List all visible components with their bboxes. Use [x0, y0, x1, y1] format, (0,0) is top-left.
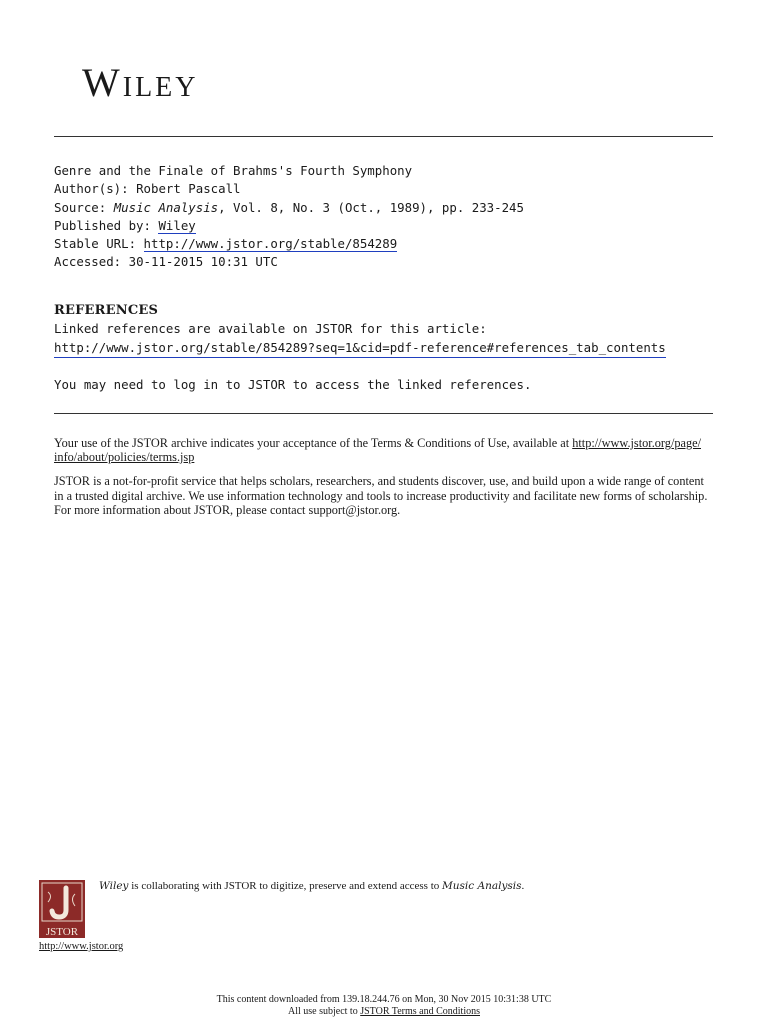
accessed-line [54, 253, 524, 271]
journal-name: Music Analysis [113, 199, 219, 215]
stable-url-label: Stable URL: [54, 236, 137, 252]
terms-section [54, 436, 720, 527]
source-details: , Vol. 8, No. 3 (Oct., 1989), pp. 233-245 [218, 199, 524, 215]
article-metadata [54, 162, 524, 272]
terms-paragraph [54, 436, 720, 464]
svg-text:JSTOR: JSTOR [45, 926, 79, 938]
jstor-logo[interactable] [39, 880, 85, 938]
author-line [54, 180, 524, 198]
accessed-label: Accessed: [54, 254, 122, 270]
collab-journal: Music Analysis [442, 880, 522, 892]
collab-text: is collaborating with JSTOR to digitize, preserve and extend access to [128, 880, 443, 892]
published-line [54, 217, 524, 235]
jstor-seal-icon [39, 880, 85, 938]
collab-end: . [521, 880, 525, 892]
references-note: You may need to log in to JSTOR to access the linked references. [54, 376, 532, 392]
references-heading: REFERENCES [54, 303, 159, 318]
jstor-about-paragraph [54, 474, 720, 517]
middle-divider [54, 413, 713, 414]
terms-link[interactable]: http://www.jstor.org/page/ info/about/policies/terms.jsp [54, 436, 701, 465]
about-line-1: JSTOR is a not-for-profit service that helps scholars, researchers, and students discover, use, and build upon a wide range of content [54, 474, 704, 489]
about-line-3: For more information about JSTOR, please contact support@jstor.org. [54, 502, 401, 517]
terms-footer-line [0, 1006, 768, 1018]
article-title: Genre and the Finale of Brahms's Fourth Symphony [54, 163, 413, 178]
source-line [54, 199, 524, 217]
stable-url-line [54, 235, 524, 253]
references-intro: Linked references are available on JSTOR for this article: [54, 321, 487, 337]
author-name: Robert Pascall [136, 181, 241, 197]
references-link[interactable]: http://www.jstor.org/stable/854289?seq=1&cid=pdf-reference#references_tab_contents [54, 339, 666, 358]
terms-text: Your use of the JSTOR archive indicates your acceptance of the Terms & Conditions of Use, available at [54, 436, 573, 450]
published-label: Published by: [54, 217, 151, 233]
jstor-home-link[interactable]: http://www.jstor.org [39, 941, 124, 952]
about-line-2: in a trusted digital archive. We use information technology and tools to increase productivity and facilitate new forms of scholarship. [54, 488, 708, 503]
top-divider [54, 136, 713, 137]
footer-prefix: All use subject to [288, 1006, 361, 1017]
author-label: Author(s): [54, 181, 129, 197]
publisher-logo: Wiley [82, 60, 199, 105]
spacer [54, 358, 666, 376]
references-section [54, 302, 666, 394]
collab-publisher: Wiley [99, 880, 129, 892]
download-info: This content downloaded from 139.18.244.76 on Mon, 30 Nov 2015 10:31:38 UTC [216, 994, 552, 1005]
collaboration-notice [99, 880, 524, 892]
footer-terms-link[interactable]: JSTOR Terms and Conditions [360, 1006, 480, 1017]
publisher-link[interactable]: Wiley [158, 217, 196, 233]
download-footer [0, 994, 768, 1018]
stable-url-link[interactable]: http://www.jstor.org/stable/854289 [143, 236, 398, 252]
source-label: Source: [54, 199, 107, 215]
accessed-date: 30-11-2015 10:31 UTC [128, 254, 278, 270]
